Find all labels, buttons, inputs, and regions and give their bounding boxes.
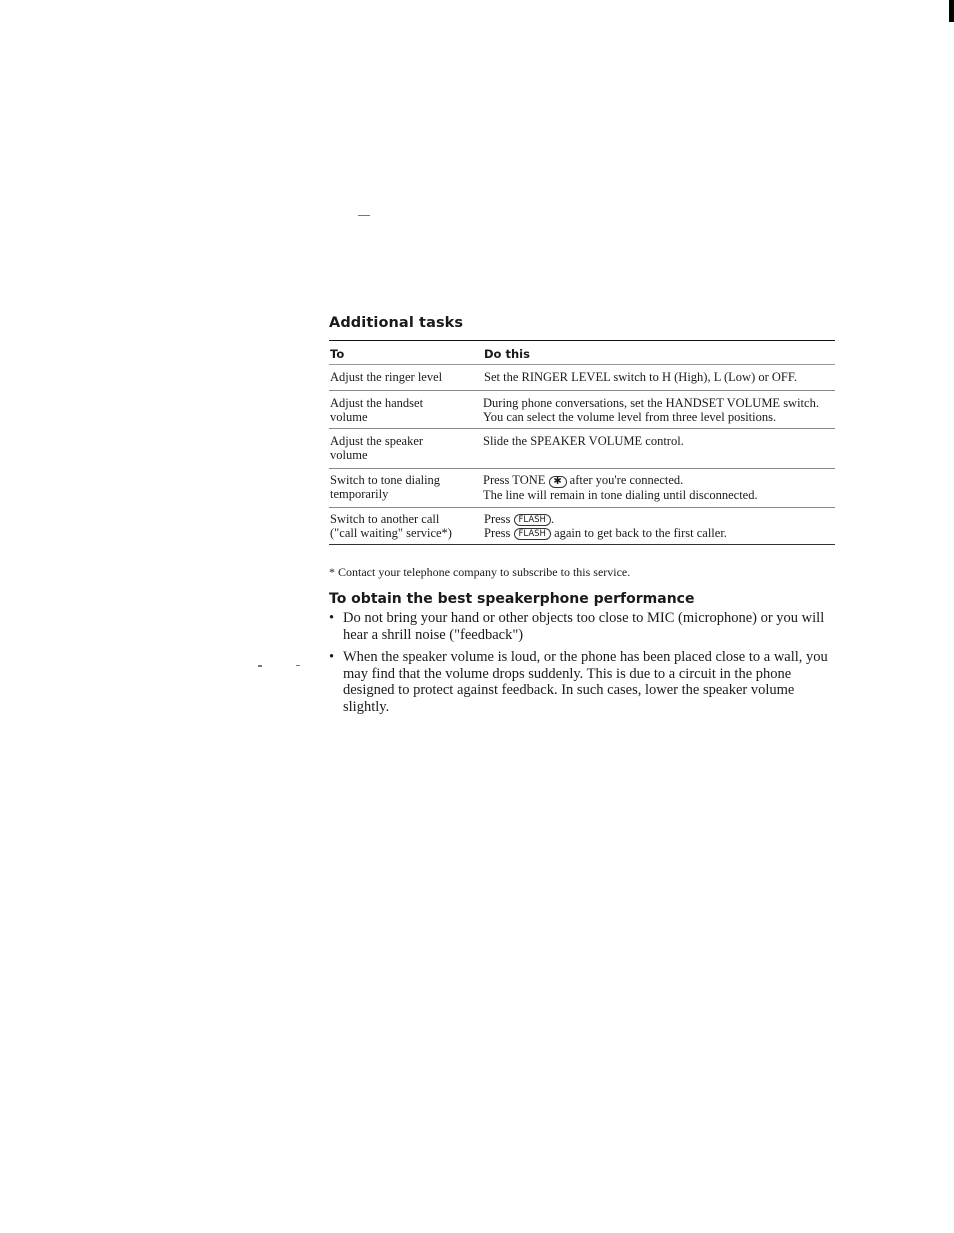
header-to: To bbox=[330, 347, 345, 361]
bullet-icon: • bbox=[329, 649, 335, 665]
scan-speck bbox=[296, 665, 300, 666]
row-task: Adjust the ringer level bbox=[330, 370, 443, 384]
row-task: Switch to another call ("call waiting" service*) bbox=[330, 512, 452, 540]
row-instruction: Slide the SPEAKER VOLUME control. bbox=[483, 434, 684, 448]
row-instruction: Set the RINGER LEVEL switch to H (High), L (Low) or OFF. bbox=[484, 370, 797, 384]
row-task: Switch to tone dialing temporarily bbox=[330, 473, 441, 501]
row-task: Adjust the handset volume bbox=[330, 396, 424, 424]
table-row bbox=[329, 469, 835, 508]
table-row bbox=[329, 508, 835, 545]
list-item: • When the speaker volume is loud, or the phone has been placed close to a wall, you may find that the volume drops suddenly. This is due to a circuit in the phone designed to protect against feedback. In such cases, lower the speaker volume slightly. bbox=[329, 649, 828, 715]
table-row bbox=[329, 365, 835, 391]
header-do-this: Do this bbox=[484, 347, 530, 361]
footnote: * Contact your telephone company to subscribe to this service. bbox=[329, 565, 631, 579]
flash-key-icon: FLASH bbox=[514, 528, 551, 540]
page-content bbox=[329, 312, 835, 721]
speakerphone-title: To obtain the best speakerphone performance bbox=[329, 591, 695, 607]
flash-key-icon: FLASH bbox=[514, 514, 551, 526]
row-task: Adjust the speaker volume bbox=[330, 434, 424, 462]
scan-speck bbox=[258, 665, 262, 667]
additional-tasks-table bbox=[329, 340, 835, 545]
row-instruction: Press TONE ✱ after you're connected. The line will remain in tone dialing until disconnected. bbox=[483, 473, 758, 502]
bullet-icon: • bbox=[329, 610, 335, 626]
asterisk-key-icon: ✱ bbox=[549, 476, 567, 488]
table-row bbox=[329, 429, 835, 469]
list-item: • Do not bring your hand or other objects too close to MIC (microphone) or you will hear a shrill noise ("feedback") bbox=[329, 610, 825, 643]
page-edge-mark bbox=[949, 0, 954, 22]
table-row bbox=[329, 391, 835, 429]
scan-speck bbox=[358, 215, 370, 216]
row-instruction: During phone conversations, set the HANDSET VOLUME switch. You can select the volume level from three level positions. bbox=[483, 396, 819, 424]
additional-tasks-title: Additional tasks bbox=[329, 315, 464, 331]
speakerphone-tips bbox=[329, 610, 835, 715]
table-header bbox=[329, 341, 835, 365]
row-instruction: Press FLASH . Press FLASH again to get back to the first caller. bbox=[484, 512, 727, 540]
